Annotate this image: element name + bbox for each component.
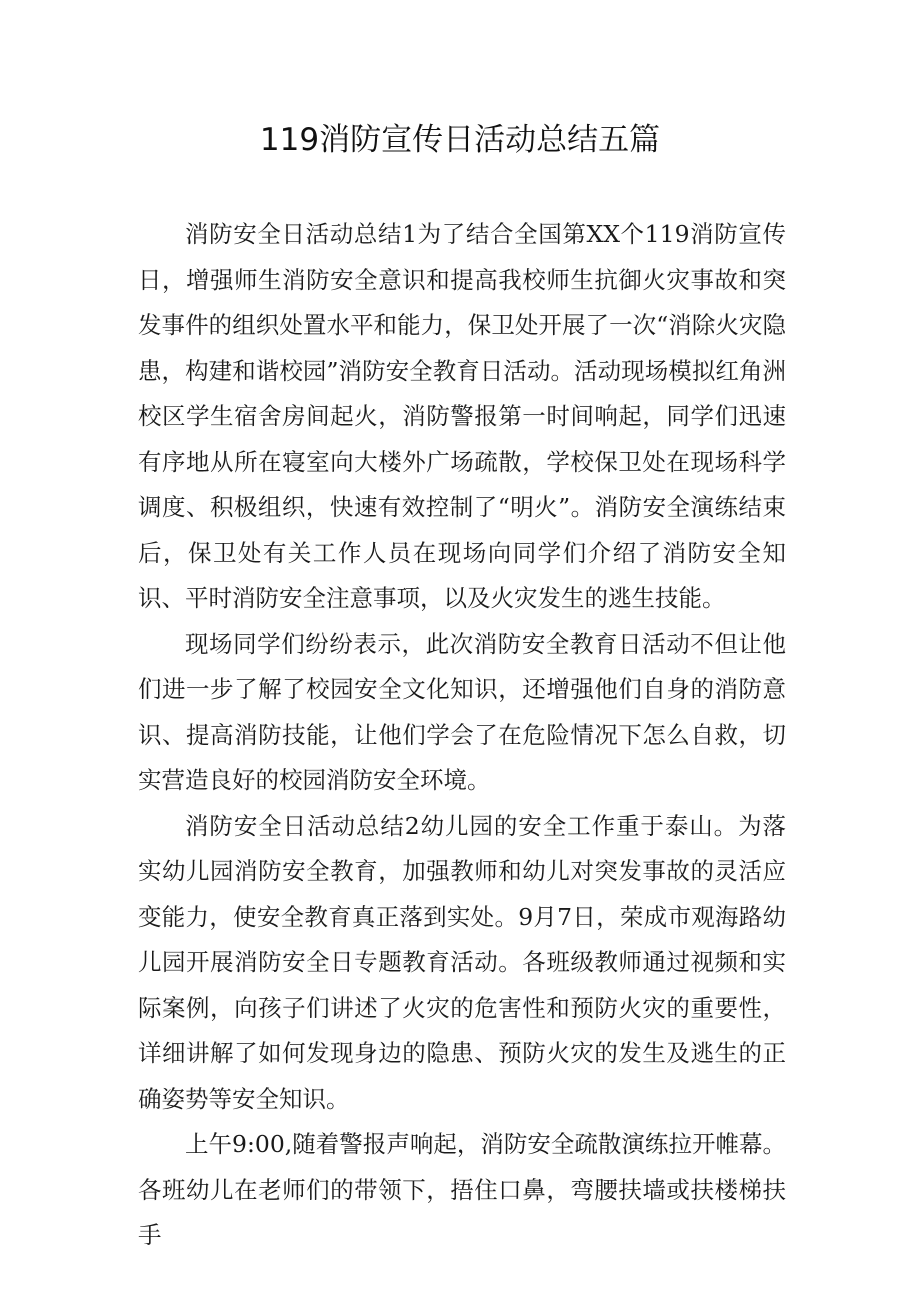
paragraph-4: 上午9:00,随着警报声响起，消防安全疏散演练拉开帷幕。各班幼儿在老师们的带领下，捂住口鼻，弯腰扶墙或扶楼梯扶手 <box>138 1130 786 1249</box>
paragraph-2: 现场同学们纷纷表示，此次消防安全教育日活动不但让他们进一步了解了校园安全文化知识，还增强他们自身的消防意识、提高消防技能，让他们学会了在危险情况下怎么自救，切实营造良好的校园消防安全环境。 <box>138 629 786 794</box>
document-title: 119消防宣传日活动总结五篇 <box>259 122 661 158</box>
document-body <box>138 212 786 1259</box>
paragraph-3: 消防安全日活动总结2幼儿园的安全工作重于泰山。为落实幼儿园消防安全教育，加强教师和幼儿对突发事故的灵活应变能力，使安全教育真正落到实处。9月7日，荣成市观海路幼儿园开展消防安全日专题教育活动。各班级教师通过视频和实际案例，向孩子们讲述了火灾的危害性和预防火灾的重要性，详细讲解了如何发现身边的隐患、预防火灾的发生及逃生的正确姿势等安全知识。 <box>138 811 786 1113</box>
paragraph-1: 消防安全日活动总结1为了结合全国第XX个119消防宣传日，增强师生消防安全意识和提高我校师生抗御火灾事故和突发事件的组织处置水平和能力，保卫处开展了一次“消除火灾隐患，构建和谐校园”消防安全教育日活动。活动现场模拟红角洲校区学生宿舍房间起火，消防警报第一时间响起，同学们迅速有序地从所在寝室向大楼外广场疏散，学校保卫处在现场科学调度、积极组织，快速有效控制了“明火”。消防安全演练结束后，保卫处有关工作人员在现场向同学们介绍了消防安全知识、平时消防安全注意事项，以及火灾发生的逃生技能。 <box>138 220 786 612</box>
